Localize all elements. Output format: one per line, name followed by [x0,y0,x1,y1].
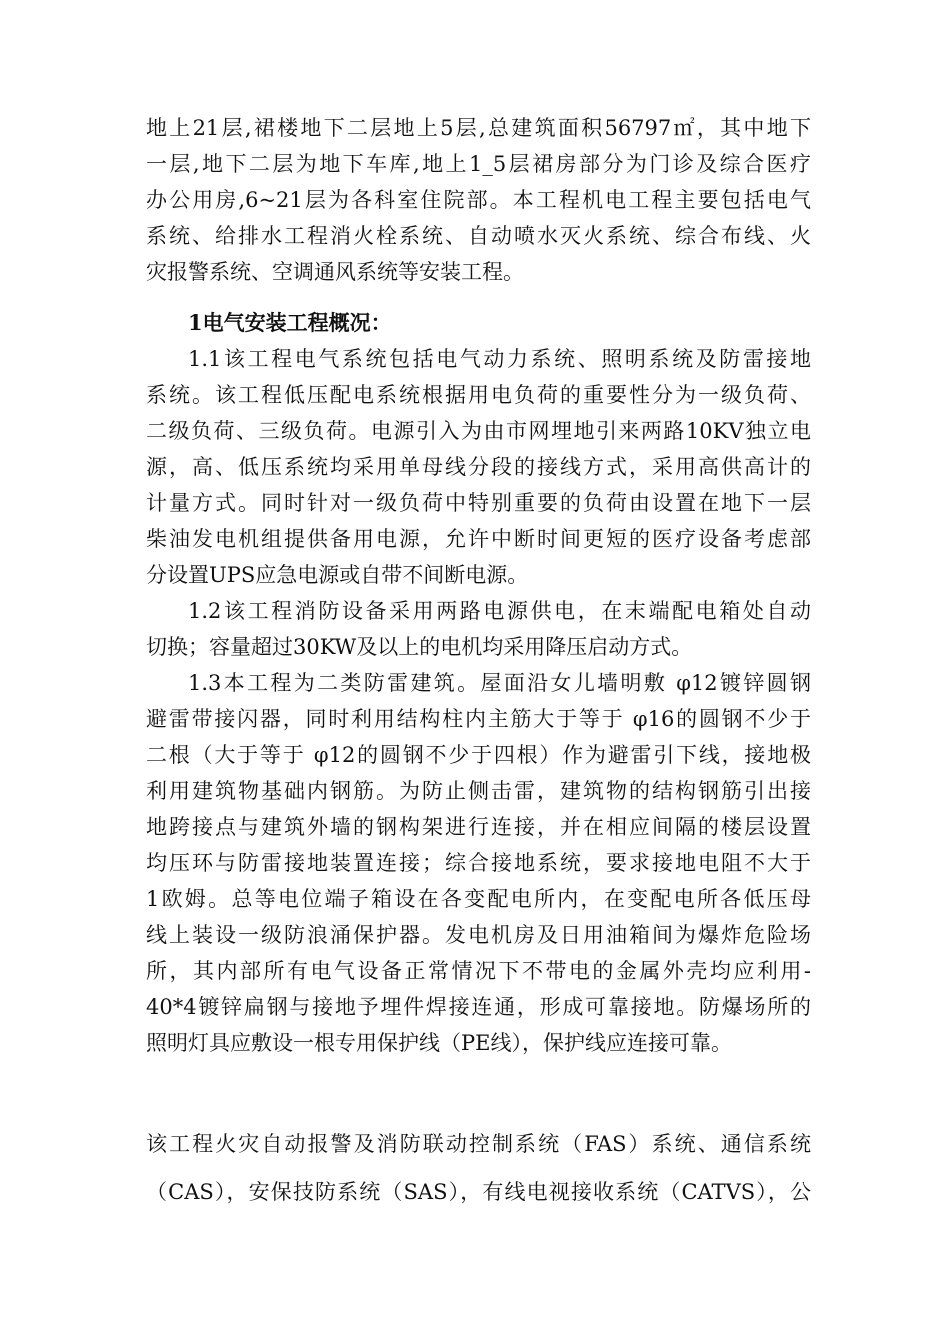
paragraph-1-1-line: 二级负荷、三级负荷。电源引入为由市网埋地引来两路10KV独立电 [146,419,811,443]
paragraph-1-3-line: 1欧姆。总等电位端子箱设在各变配电所内，在变配电所各低压母 [146,887,811,911]
paragraph-1-1-line: 系统。该工程低压配电系统根据用电负荷的重要性分为一级负荷、 [146,383,811,407]
paragraph-1-3-line: 避雷带接闪器，同时利用结构柱内主筋大于等于 φ16的圆钢不少于 [146,707,811,731]
paragraph-1-3-line: 均压环与防雷接地装置连接；综合接地系统，要求接地电阻不大于 [146,851,811,875]
paragraph-1-1-line: 计量方式。同时针对一级负荷中特别重要的负荷由设置在地下一层 [146,491,811,515]
paragraph-1-1-line: 1.1该工程电气系统包括电气动力系统、照明系统及防雷接地 [188,347,811,371]
section-heading: 1电气安装工程概况： [188,310,392,335]
paragraph-1-3-line: 所，其内部所有电气设备正常情况下不带电的金属外壳均应利用- [146,959,811,983]
paragraph-1-2-line: 切换；容量超过30KW及以上的电机均采用降压启动方式。 [146,635,693,659]
paragraph-1-3-line: 线上装设一级防浪涌保护器。发电机房及日用油箱间为爆炸危险场 [146,923,811,947]
fas-paragraph [146,1120,811,1216]
paragraph-1-3-line: 地跨接点与建筑外墙的钢构架进行连接，并在相应间隔的楼层设置 [146,815,811,839]
fas-line: （CAS），安保技防系统（SAS），有线电视接收系统（CATVS），公 [146,1180,811,1204]
paragraph-1-1-line: 柴油发电机组提供备用电源，允许中断时间更短的医疗设备考虑部 [146,527,811,551]
fas-line: 该工程火灾自动报警及消防联动控制系统（FAS）系统、通信系统 [146,1132,811,1156]
intro-line: 系统、给排水工程消火栓系统、自动喷水灭火系统、综合布线、火 [146,224,811,248]
paragraph-1-3-line: 利用建筑物基础内钢筋。为防止侧击雷，建筑物的结构钢筋引出接 [146,779,811,803]
intro-line: 地上21层,裙楼地下二层地上5层,总建筑面积56797㎡，其中地下 [146,116,811,140]
electrical-section [146,305,811,1061]
paragraph-1-3-line: 40*4镀锌扁钢与接地予埋件焊接连通，形成可靠接地。防爆场所的 [146,995,811,1019]
intro-line: 一层,地下二层为地下车库,地上1_5层裙房部分为门诊及综合医疗 [146,152,811,176]
paragraph-1-1-line: 源，高、低压系统均采用单母线分段的接线方式，采用高供高计的 [146,455,811,479]
paragraph-1-3-line: 二根（大于等于 φ12的圆钢不少于四根）作为避雷引下线，接地极 [146,743,811,767]
paragraph-1-3-line: 1.3本工程为二类防雷建筑。屋面沿女儿墙明敷 φ12镀锌圆钢 [188,671,811,695]
paragraph-1-2-line: 1.2该工程消防设备采用两路电源供电，在末端配电箱处自动 [188,599,811,623]
intro-line: 灾报警系统、空调通风系统等安装工程。 [146,260,524,284]
paragraph-1-3-line: 照明灯具应敷设一根专用保护线（PE线），保护线应连接可靠。 [146,1031,732,1055]
intro-line: 办公用房,6~21层为各科室住院部。本工程机电工程主要包括电气 [146,188,811,212]
intro-paragraph [146,110,811,290]
paragraph-1-1-line: 分设置UPS应急电源或自带不间断电源。 [146,563,529,587]
